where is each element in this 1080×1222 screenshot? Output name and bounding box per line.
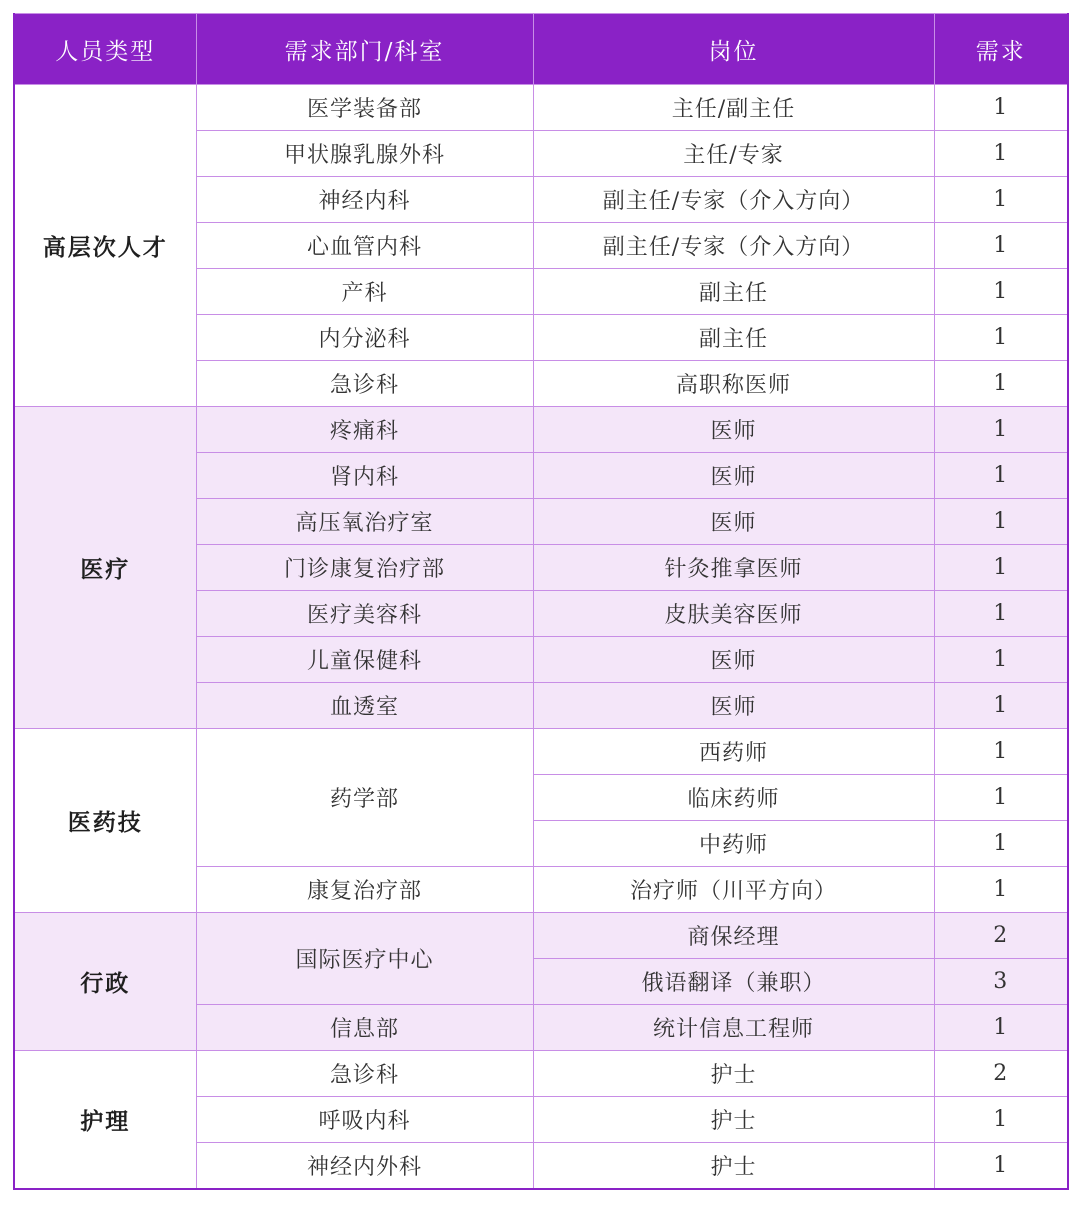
count-cell: 1 xyxy=(934,223,1068,269)
position-cell: 皮肤美容医师 xyxy=(533,591,934,637)
dept-cell: 产科 xyxy=(196,269,533,315)
position-cell: 医师 xyxy=(533,637,934,683)
position-cell: 医师 xyxy=(533,683,934,729)
position-cell: 副主任/专家（介入方向） xyxy=(533,177,934,223)
position-cell: 俄语翻译（兼职） xyxy=(533,959,934,1005)
position-cell: 副主任 xyxy=(533,315,934,361)
dept-cell-intl: 国际医疗中心 xyxy=(196,913,533,1005)
position-cell: 针灸推拿医师 xyxy=(533,545,934,591)
header-dept: 需求部门/科室 xyxy=(196,14,533,85)
position-cell: 护士 xyxy=(533,1051,934,1097)
type-cell-nursing: 护理 xyxy=(14,1051,196,1190)
dept-cell: 内分泌科 xyxy=(196,315,533,361)
count-cell: 1 xyxy=(934,1143,1068,1190)
table-row xyxy=(14,913,1068,959)
recruitment-table xyxy=(13,13,1069,1190)
dept-cell: 神经内科 xyxy=(196,177,533,223)
count-cell: 1 xyxy=(934,775,1068,821)
dept-cell: 医疗美容科 xyxy=(196,591,533,637)
table-row xyxy=(14,729,1068,775)
dept-cell: 疼痛科 xyxy=(196,407,533,453)
dept-cell: 医学装备部 xyxy=(196,85,533,131)
count-cell: 1 xyxy=(934,1097,1068,1143)
position-cell: 护士 xyxy=(533,1097,934,1143)
position-cell: 西药师 xyxy=(533,729,934,775)
dept-cell: 呼吸内科 xyxy=(196,1097,533,1143)
count-cell: 1 xyxy=(934,85,1068,131)
count-cell: 1 xyxy=(934,683,1068,729)
dept-cell-rehab: 康复治疗部 xyxy=(196,867,533,913)
count-cell: 1 xyxy=(934,407,1068,453)
dept-cell: 高压氧治疗室 xyxy=(196,499,533,545)
table-header-row xyxy=(14,14,1068,85)
type-cell-admin: 行政 xyxy=(14,913,196,1051)
position-cell: 主任/专家 xyxy=(533,131,934,177)
count-cell: 1 xyxy=(934,361,1068,407)
table-row xyxy=(14,1051,1068,1097)
position-cell: 主任/副主任 xyxy=(533,85,934,131)
position-cell: 商保经理 xyxy=(533,913,934,959)
header-position: 岗位 xyxy=(533,14,934,85)
type-cell-pharma: 医药技 xyxy=(14,729,196,913)
dept-cell: 心血管内科 xyxy=(196,223,533,269)
count-cell: 2 xyxy=(934,913,1068,959)
position-cell: 医师 xyxy=(533,499,934,545)
position-cell: 高职称医师 xyxy=(533,361,934,407)
dept-cell-info: 信息部 xyxy=(196,1005,533,1051)
dept-cell: 急诊科 xyxy=(196,361,533,407)
recruitment-table-container xyxy=(13,13,1067,1190)
type-cell-medical: 医疗 xyxy=(14,407,196,729)
table-row xyxy=(14,407,1068,453)
dept-cell: 肾内科 xyxy=(196,453,533,499)
type-cell-high: 高层次人才 xyxy=(14,85,196,407)
dept-cell: 血透室 xyxy=(196,683,533,729)
dept-cell-pharmacy: 药学部 xyxy=(196,729,533,867)
count-cell: 1 xyxy=(934,729,1068,775)
count-cell: 1 xyxy=(934,453,1068,499)
position-cell: 副主任/专家（介入方向） xyxy=(533,223,934,269)
count-cell: 1 xyxy=(934,545,1068,591)
count-cell: 1 xyxy=(934,591,1068,637)
header-count: 需求 xyxy=(934,14,1068,85)
count-cell: 1 xyxy=(934,1005,1068,1051)
position-cell: 医师 xyxy=(533,407,934,453)
count-cell: 3 xyxy=(934,959,1068,1005)
count-cell: 2 xyxy=(934,1051,1068,1097)
position-cell: 临床药师 xyxy=(533,775,934,821)
dept-cell: 甲状腺乳腺外科 xyxy=(196,131,533,177)
count-cell: 1 xyxy=(934,131,1068,177)
dept-cell: 急诊科 xyxy=(196,1051,533,1097)
dept-cell: 神经内外科 xyxy=(196,1143,533,1190)
table-row xyxy=(14,85,1068,131)
position-cell: 中药师 xyxy=(533,821,934,867)
position-cell: 护士 xyxy=(533,1143,934,1190)
position-cell: 医师 xyxy=(533,453,934,499)
dept-cell: 儿童保健科 xyxy=(196,637,533,683)
header-type: 人员类型 xyxy=(14,14,196,85)
position-cell: 统计信息工程师 xyxy=(533,1005,934,1051)
position-cell: 副主任 xyxy=(533,269,934,315)
count-cell: 1 xyxy=(934,867,1068,913)
count-cell: 1 xyxy=(934,315,1068,361)
count-cell: 1 xyxy=(934,499,1068,545)
count-cell: 1 xyxy=(934,637,1068,683)
dept-cell: 门诊康复治疗部 xyxy=(196,545,533,591)
position-cell: 治疗师（川平方向） xyxy=(533,867,934,913)
count-cell: 1 xyxy=(934,177,1068,223)
count-cell: 1 xyxy=(934,821,1068,867)
count-cell: 1 xyxy=(934,269,1068,315)
